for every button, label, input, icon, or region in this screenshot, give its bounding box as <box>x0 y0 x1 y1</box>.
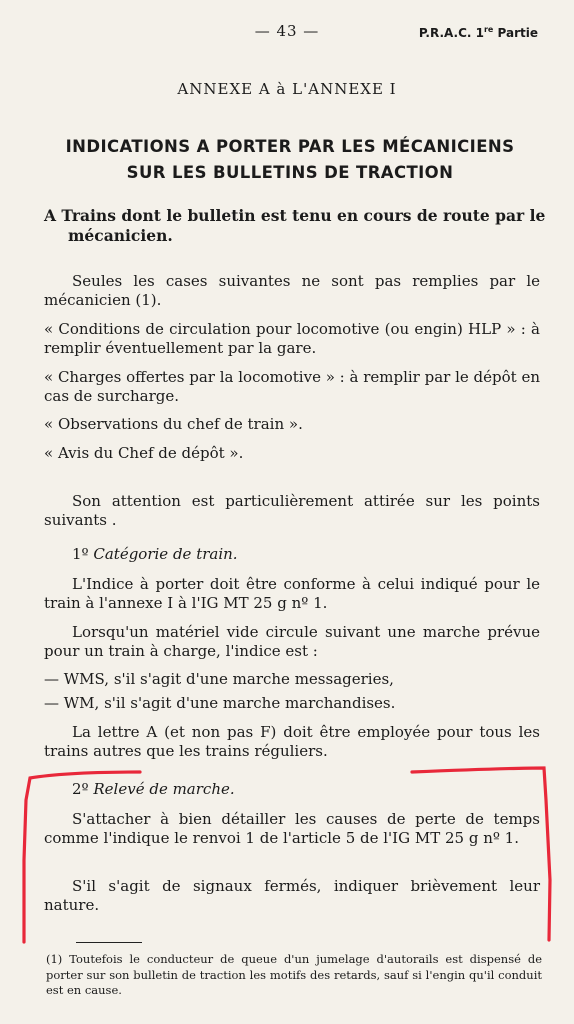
heading-releve-text: Relevé de marche. <box>93 780 235 798</box>
paragraph-lettre-a: La lettre A (et non pas F) doit être employée pour tous les trains autres que les trains réguliers. <box>44 723 540 760</box>
main-title-line-1: INDICATIONS A PORTER PAR LES MÉCANICIENS <box>65 137 515 156</box>
annotation-bracket-right <box>412 768 550 940</box>
running-header-tail: Partie <box>493 26 538 40</box>
section-a-heading: A Trains dont le bulletin est tenu en cours de route par le mécanicien. <box>44 206 546 245</box>
annotation-bracket-left <box>24 772 140 942</box>
paragraph-signaux: S'il s'agit de signaux fermés, indiquer brièvement leur nature. <box>44 877 540 914</box>
footnote: (1) Toutefois le conducteur de queue d'un jumelage d'autorails est dispensé de porter sur son bulletin de traction les motifs des retards, sauf si l'engin qu'il conduit est en cause. <box>46 952 542 997</box>
paragraph-conditions: « Conditions de circulation pour locomotive (ou engin) HLP » : à remplir éventuellement par la gare. <box>44 320 540 357</box>
running-header-title: P.R.A.C. 1 <box>418 26 484 40</box>
heading-categorie-number: 1º <box>72 545 94 563</box>
list-item-wm: — WM, s'il s'agit d'une marche marchandises. <box>44 694 396 712</box>
list-item-wms: — WMS, s'il s'agit d'une marche messageries, <box>44 670 394 688</box>
paragraph-materiel-vide: Lorsqu'un matériel vide circule suivant une marche prévue pour un train à charge, l'indice est : <box>44 623 540 660</box>
paragraph-perte-temps: S'attacher à bien détailler les causes de perte de temps comme l'indique le renvoi 1 de l'article 5 de l'IG MT 25 g nº 1. <box>44 810 540 847</box>
annexe-heading: ANNEXE A à L'ANNEXE I <box>177 80 397 98</box>
paragraph-cases: Seules les cases suivantes ne sont pas remplies par le mécanicien (1). <box>44 272 540 309</box>
running-header-sup: re <box>483 25 494 34</box>
paragraph-indice: L'Indice à porter doit être conforme à celui indiqué pour le train à l'annexe I à l'IG MT 25 g nº 1. <box>44 575 540 612</box>
heading-releve-number: 2º <box>72 780 94 798</box>
paragraph-attention: Son attention est particulièrement attirée sur les points suivants . <box>44 492 540 529</box>
paragraph-charges: « Charges offertes par la locomotive » : à remplir par le dépôt en cas de surcharge. <box>44 368 540 405</box>
page-number: — 43 — <box>254 22 320 40</box>
main-title-line-2: SUR LES BULLETINS DE TRACTION <box>126 163 454 182</box>
paragraph-observations: « Observations du chef de train ». <box>44 415 303 433</box>
heading-categorie-text: Catégorie de train. <box>93 545 238 563</box>
paragraph-avis: « Avis du Chef de dépôt ». <box>44 444 244 462</box>
